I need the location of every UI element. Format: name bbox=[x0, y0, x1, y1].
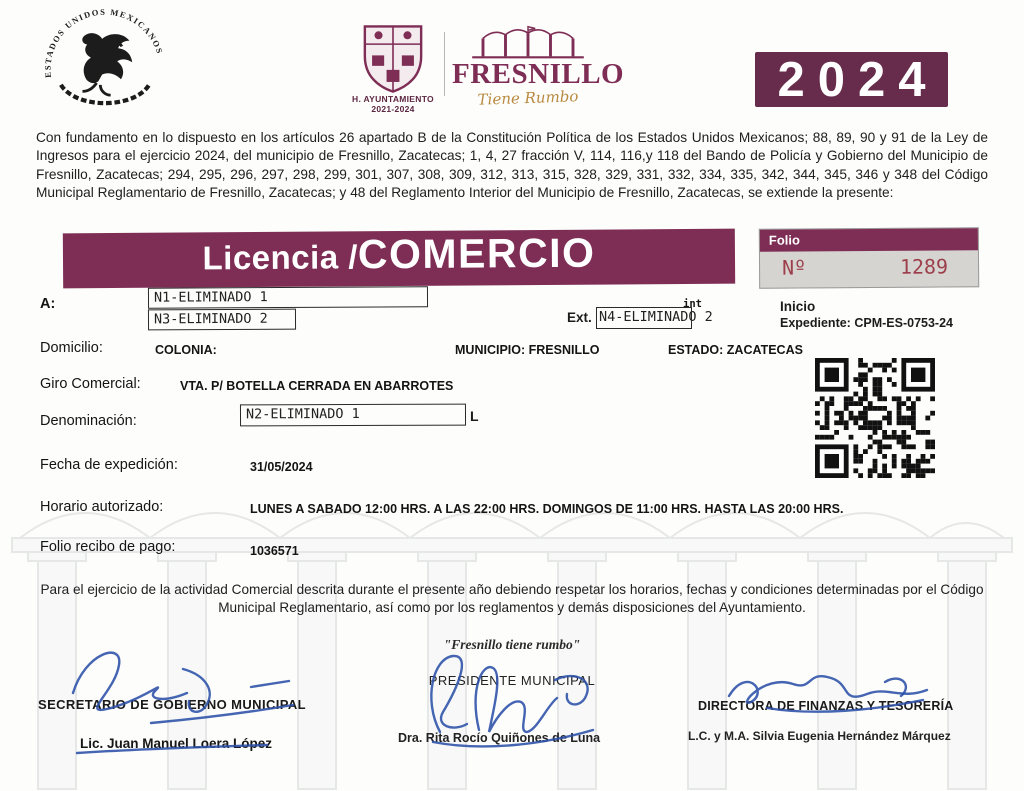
secretario-name: Lic. Juan Manuel Loera López bbox=[80, 736, 273, 751]
license-type: COMERCIO bbox=[357, 229, 596, 278]
ayuntamiento-caption bbox=[336, 94, 450, 114]
monument-arches-icon bbox=[458, 24, 598, 60]
logo-divider bbox=[444, 32, 445, 96]
horario-label: Horario autorizado: bbox=[40, 499, 164, 515]
fresnillo-logo bbox=[452, 24, 625, 109]
fecha-expedicion-value: 31/05/2024 bbox=[250, 460, 313, 474]
addressee-line2-redacted: N3-ELIMINADO 2 bbox=[148, 309, 296, 331]
folio-number-label: Nº bbox=[781, 255, 807, 280]
presidente-title: PRESIDENTE MUNICIPAL bbox=[428, 673, 596, 688]
inicio-label: Inicio bbox=[780, 299, 816, 314]
addressee-name-redacted: N1-ELIMINADO 1 bbox=[148, 286, 428, 308]
mexico-coat-of-arms-icon bbox=[34, 6, 176, 128]
fecha-expedicion-label: Fecha de expedición: bbox=[40, 457, 178, 473]
addressee-label: A: bbox=[40, 296, 56, 312]
folio-recibo-pago-label: Folio recibo de pago: bbox=[40, 539, 176, 555]
ext-value-outline bbox=[596, 307, 692, 329]
year-banner: 2024 bbox=[755, 52, 948, 107]
city-motto: "Fresnillo tiene rumbo" bbox=[443, 637, 581, 652]
license-word: Licencia / bbox=[202, 238, 359, 277]
giro-comercial-value: VTA. P/ BOTELLA CERRADA EN ABARROTES bbox=[180, 379, 454, 393]
qr-code bbox=[815, 358, 935, 478]
secretario-title: SECRETARIO DE GOBIERNO MUNICIPAL bbox=[38, 697, 306, 712]
colonia-field: COLONIA: bbox=[155, 343, 217, 357]
brand-name: FRESNILLO bbox=[452, 58, 625, 90]
folio-number: 1289 bbox=[899, 254, 949, 279]
horario-value: LUNES A SABADO 12:00 HRS. A LAS 22:00 HRS. DOMINGOS DE 11:00 HRS. HASTA LAS 20:00 HRS. bbox=[250, 502, 844, 516]
folio-box bbox=[759, 227, 979, 289]
expediente-field bbox=[780, 316, 953, 330]
expediente-label: Expediente: bbox=[780, 316, 851, 330]
ext-value-redacted bbox=[599, 298, 769, 329]
giro-comercial-label: Giro Comercial: bbox=[40, 376, 141, 392]
license-title-banner bbox=[63, 229, 735, 289]
fresnillo-shield-icon bbox=[352, 20, 434, 94]
denominacion-suffix: L bbox=[470, 408, 479, 424]
domicilio-label: Domicilio: bbox=[40, 340, 103, 356]
folio-label: Folio bbox=[760, 228, 978, 252]
int-label: int bbox=[683, 298, 702, 310]
ayuntamiento-line1: H. AYUNTAMIENTO bbox=[352, 94, 434, 104]
municipio-field: MUNICIPIO: FRESNILLO bbox=[455, 343, 600, 357]
ayuntamiento-line2: 2021-2024 bbox=[371, 104, 415, 114]
folio-number-row bbox=[760, 250, 978, 280]
legal-basis-paragraph: Con fundamento en lo dispuesto en los artículos 26 apartado B de la Constitución Política de los Estados Unidos Mexicanos; 88, 89, 90 y 91 de la Ley de Ingresos para el ejercicio 2024, del municipio de Fresnillo, Zacatecas; 1, 4, 27 fracción V, 114, 116,y 118 del Bando de Policía y Gobierno del Municipio de Fresnillo, Zacatecas; 294, 295, 296, 297, 298, 299, 301, 307, 308, 309, 312, 313, 315, 328, 329, 331, 332, 334, 335, 342, 344, 345, 346 y 348 del Código Municipal Reglamentario de Fresnillo, Zacatecas; y 48 del Reglamento Interior del Municipio de Fresnillo, Zacatecas, se extiende la presente: bbox=[36, 130, 988, 201]
directora-title: DIRECTORA DE FINANZAS Y TESORERÍA bbox=[698, 699, 954, 713]
seal-text: ESTADOS UNIDOS MEXICANOS bbox=[42, 6, 166, 79]
estado-field: ESTADO: ZACATECAS bbox=[668, 343, 803, 357]
expediente-value: CPM-ES-0753-24 bbox=[854, 316, 953, 330]
denominacion-label: Denominación: bbox=[40, 413, 137, 429]
brand-tagline: Tiene Rumbo bbox=[477, 87, 579, 109]
denominacion-value-redacted: N2-ELIMINADO 1 bbox=[240, 404, 466, 427]
folio-recibo-pago-value: 1036571 bbox=[250, 544, 299, 558]
ext-value-text: N4-ELIMINADO 2 bbox=[599, 309, 713, 325]
directora-name: L.C. y M.A. Silvia Eugenia Hernández Márquez bbox=[688, 729, 951, 743]
presidente-name: Dra. Rita Rocío Quiñones de Luna bbox=[398, 731, 601, 745]
conditions-paragraph: Para el ejercicio de la actividad Comercial descrita durante el presente año debiendo respetar los horarios, fechas y condiciones determinadas por el Código Municipal Reglamentario, así como por los reglamentos y demás disposiciones del Ayuntamiento. bbox=[40, 582, 984, 615]
ext-label: Ext. bbox=[567, 310, 592, 325]
